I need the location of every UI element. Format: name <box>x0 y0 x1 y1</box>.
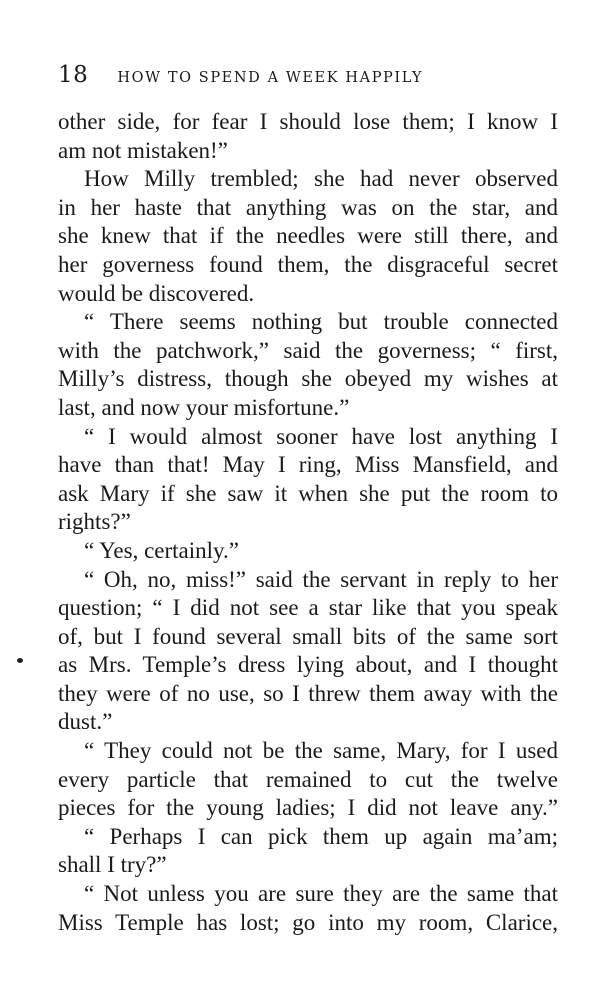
text-line: other side, for fear I should lose them; I know I <box>58 109 558 134</box>
text-line: “ I would almost sooner have lost anything I <box>84 423 558 449</box>
text-line: she knew that if the needles were still there, and <box>58 223 558 249</box>
running-header <box>58 62 558 88</box>
text-line: “ Not unless you are sure they are the same that <box>84 881 558 907</box>
text-line: rights?” <box>58 509 131 535</box>
text-line: Milly’s distress, though she obeyed my wishes at <box>58 366 558 392</box>
text-line: am not mistaken!” <box>58 137 228 163</box>
text-line: with the patchwork,” said the governess; “ first, <box>58 337 558 363</box>
text-line: ask Mary if she saw it when she put the room to <box>58 480 558 506</box>
text-line: “ Oh, no, miss!” said the servant in reply to her <box>84 566 558 592</box>
text-line: “ There seems nothing but trouble connected <box>84 309 558 335</box>
text-line: of, but I found several small bits of the same sort <box>58 623 558 649</box>
running-title: HOW TO SPEND A WEEK HAPPILY <box>117 70 424 86</box>
text-line: they were of no use, so I threw them away with the <box>58 680 558 706</box>
text-line: question; “ I did not see a star like that you speak <box>58 595 558 621</box>
text-line: “ Perhaps I can pick them up again ma’am; <box>84 823 558 849</box>
text-line: would be discovered. <box>58 280 255 306</box>
text-line: last, and now your misfortune.” <box>58 394 350 420</box>
text-line: Miss Temple has lost; go into my room, Clarice, <box>58 909 558 935</box>
body-text <box>58 108 558 937</box>
text-line: “ They could not be the same, Mary, for I used <box>84 738 558 764</box>
text-line: shall I try?” <box>58 852 167 878</box>
text-line: dust.” <box>58 709 113 735</box>
text-line: in her haste that anything was on the star, and <box>58 194 558 220</box>
text-line: every particle that remained to cut the twelve <box>58 766 558 792</box>
text-line: her governess found them, the disgraceful secret <box>58 251 558 277</box>
page-number: 18 <box>58 62 89 88</box>
text-line: as Mrs. Temple’s dress lying about, and I thought <box>58 652 558 678</box>
text-line: pieces for the young ladies; I did not leave any.” <box>58 795 558 821</box>
ink-spot <box>17 658 23 663</box>
text-line: have than that! May I ring, Miss Mansfield, and <box>58 452 558 478</box>
text-line: “ Yes, certainly.” <box>84 537 239 563</box>
text-line: How Milly trembled; she had never observed <box>84 166 558 192</box>
